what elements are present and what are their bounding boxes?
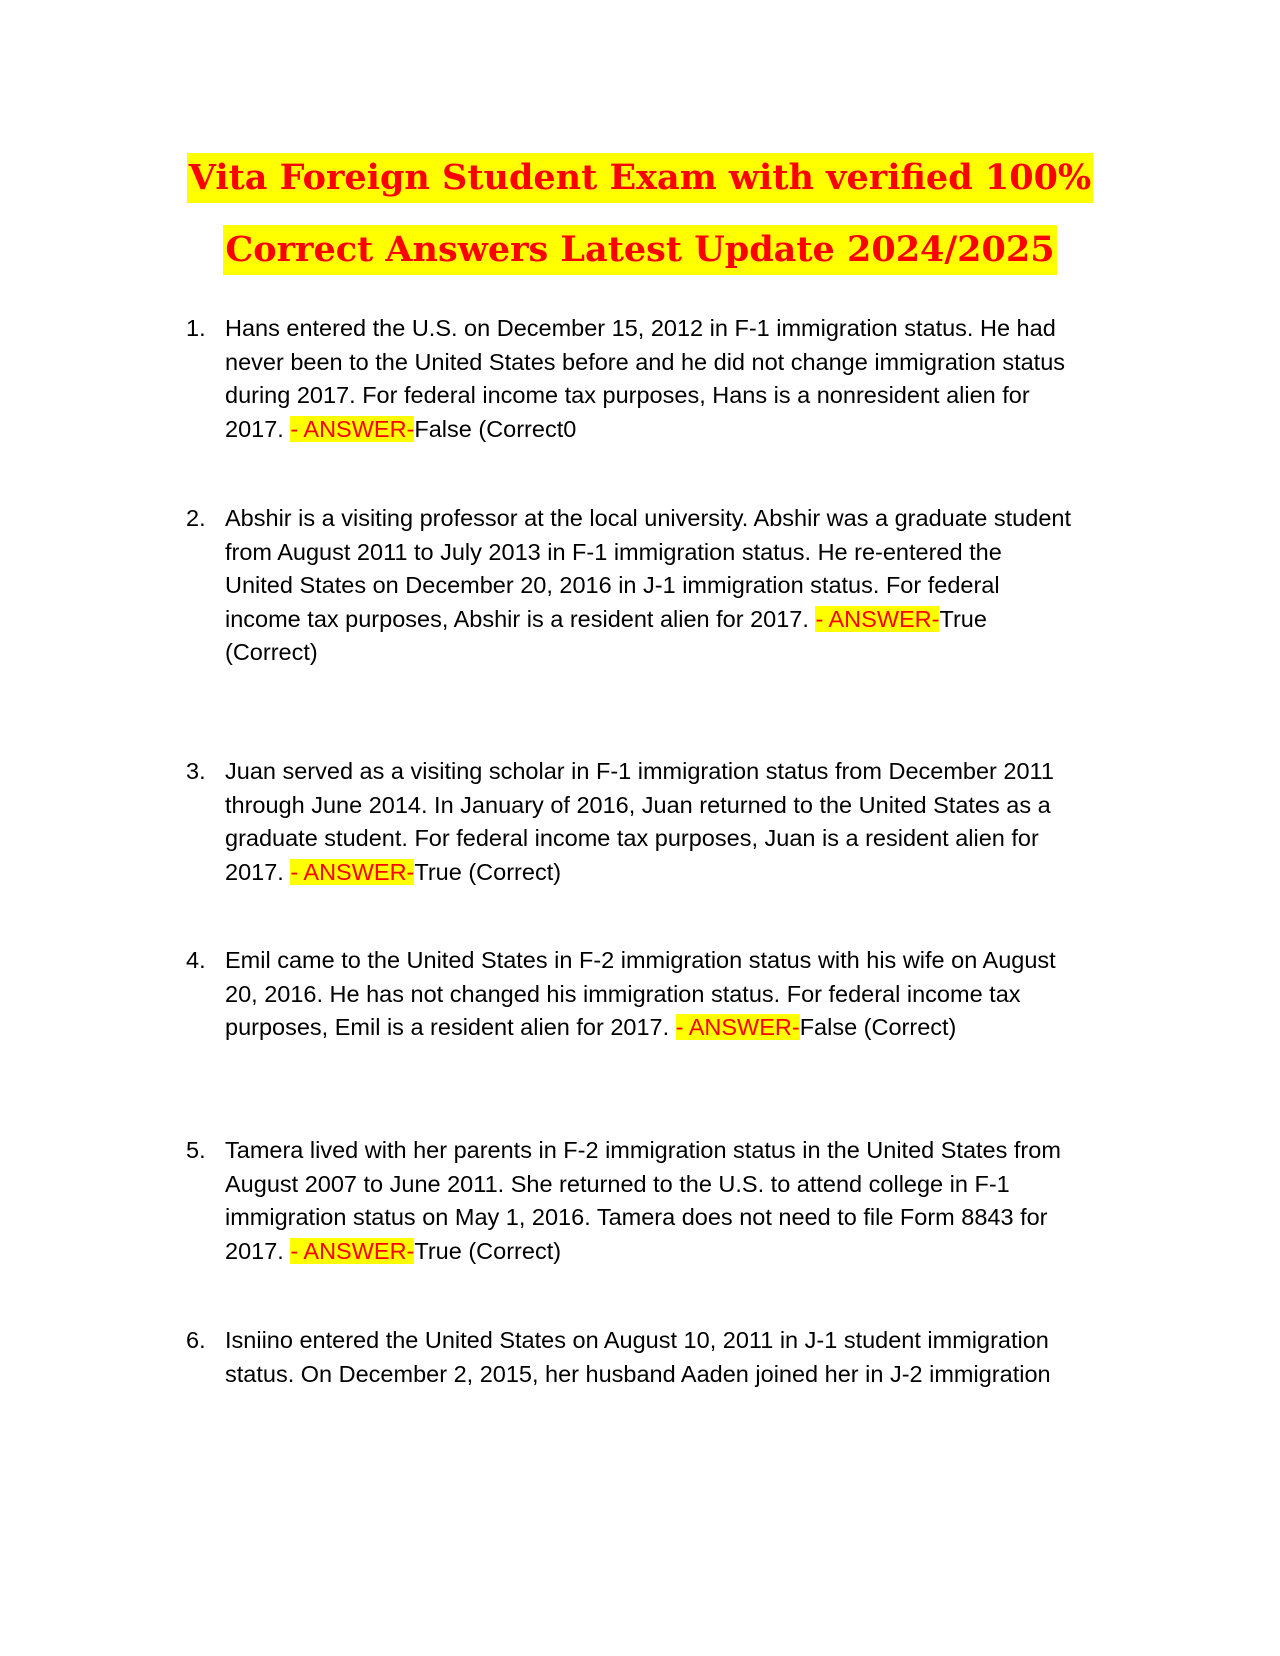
question-number: 2. bbox=[186, 505, 206, 531]
answer-wrapped-text: (Correct) bbox=[225, 639, 318, 665]
answer-marker: - ANSWER- bbox=[815, 605, 940, 632]
answer-text: True bbox=[939, 605, 987, 632]
question-text bbox=[225, 1324, 1125, 1391]
question-last-line bbox=[225, 413, 1125, 447]
question-text bbox=[225, 502, 1125, 670]
question-line: United States on December 20, 2016 in J-1 immigration status. For federal bbox=[225, 572, 1000, 598]
question-last-line bbox=[225, 856, 1125, 890]
answer-text: True (Correct) bbox=[414, 1237, 562, 1264]
question-line: Abshir is a visiting professor at the local university. Abshir was a graduate student bbox=[225, 505, 1071, 531]
question-line-prefix: 2017. bbox=[225, 858, 291, 885]
question-line: Emil came to the United States in F-2 immigration status with his wife on August bbox=[225, 947, 1056, 973]
question-text bbox=[225, 755, 1125, 889]
question-number: 4. bbox=[186, 947, 206, 973]
question-line: during 2017. For federal income tax purposes, Hans is a nonresident alien for bbox=[225, 382, 1030, 408]
question-line-prefix: purposes, Emil is a resident alien for 2017. bbox=[225, 1014, 676, 1040]
question-last-line bbox=[225, 603, 1125, 637]
question-line: Juan served as a visiting scholar in F-1 immigration status from December 2011 bbox=[225, 758, 1054, 784]
answer-text: False (Correct0 bbox=[414, 415, 577, 442]
question-line: status. On December 2, 2015, her husband Aaden joined her in J-2 immigration bbox=[225, 1360, 1051, 1387]
answer-marker: - ANSWER- bbox=[290, 1237, 415, 1264]
question-line: 20, 2016. He has not changed his immigration status. For federal income tax bbox=[225, 980, 1021, 1007]
question-text bbox=[225, 944, 1125, 1045]
question-line: Hans entered the U.S. on December 15, 2012 in F-1 immigration status. He had bbox=[225, 315, 1056, 341]
question-line: August 2007 to June 2011. She returned to the U.S. to attend college in F-1 bbox=[225, 1170, 1010, 1197]
question-line: immigration status on May 1, 2016. Tamera does not need to file Form 8843 for bbox=[225, 1204, 1048, 1230]
question-line: Tamera lived with her parents in F-2 immigration status in the United States from bbox=[225, 1137, 1061, 1163]
question-line-prefix: 2017. bbox=[225, 415, 291, 442]
question-line: Isniino entered the United States on August 10, 2011 in J-1 student immigration bbox=[225, 1327, 1049, 1353]
document-title bbox=[0, 142, 1280, 286]
answer-text: True (Correct) bbox=[414, 858, 562, 885]
answer-marker: - ANSWER- bbox=[290, 415, 415, 442]
question-line: from August 2011 to July 2013 in F-1 immigration status. He re-entered the bbox=[225, 538, 1002, 565]
question-number: 6. bbox=[186, 1327, 206, 1353]
title-line-2: Correct Answers Latest Update 2024/2025 bbox=[223, 225, 1056, 275]
question-line: never been to the United States before and he did not change immigration status bbox=[225, 348, 1066, 375]
question-line-prefix: income tax purposes, Abshir is a resident alien for 2017. bbox=[225, 605, 816, 632]
question-number: 3. bbox=[186, 758, 206, 784]
answer-text: False (Correct) bbox=[799, 1014, 957, 1040]
question-line: through June 2014. In January of 2016, Juan returned to the United States as a bbox=[225, 791, 1051, 818]
question-line-prefix: 2017. bbox=[225, 1237, 291, 1264]
question-number: 5. bbox=[186, 1137, 206, 1163]
question-line: graduate student. For federal income tax purposes, Juan is a resident alien for bbox=[225, 825, 1039, 851]
answer-marker: - ANSWER- bbox=[675, 1014, 800, 1040]
title-line-1: Vita Foreign Student Exam with verified 100% bbox=[187, 153, 1093, 203]
question-last-line bbox=[225, 1235, 1125, 1269]
question-number: 1. bbox=[186, 315, 206, 341]
answer-marker: - ANSWER- bbox=[290, 858, 415, 885]
question-text bbox=[225, 1134, 1125, 1268]
question-last-line bbox=[225, 1011, 1125, 1045]
question-text bbox=[225, 312, 1125, 446]
